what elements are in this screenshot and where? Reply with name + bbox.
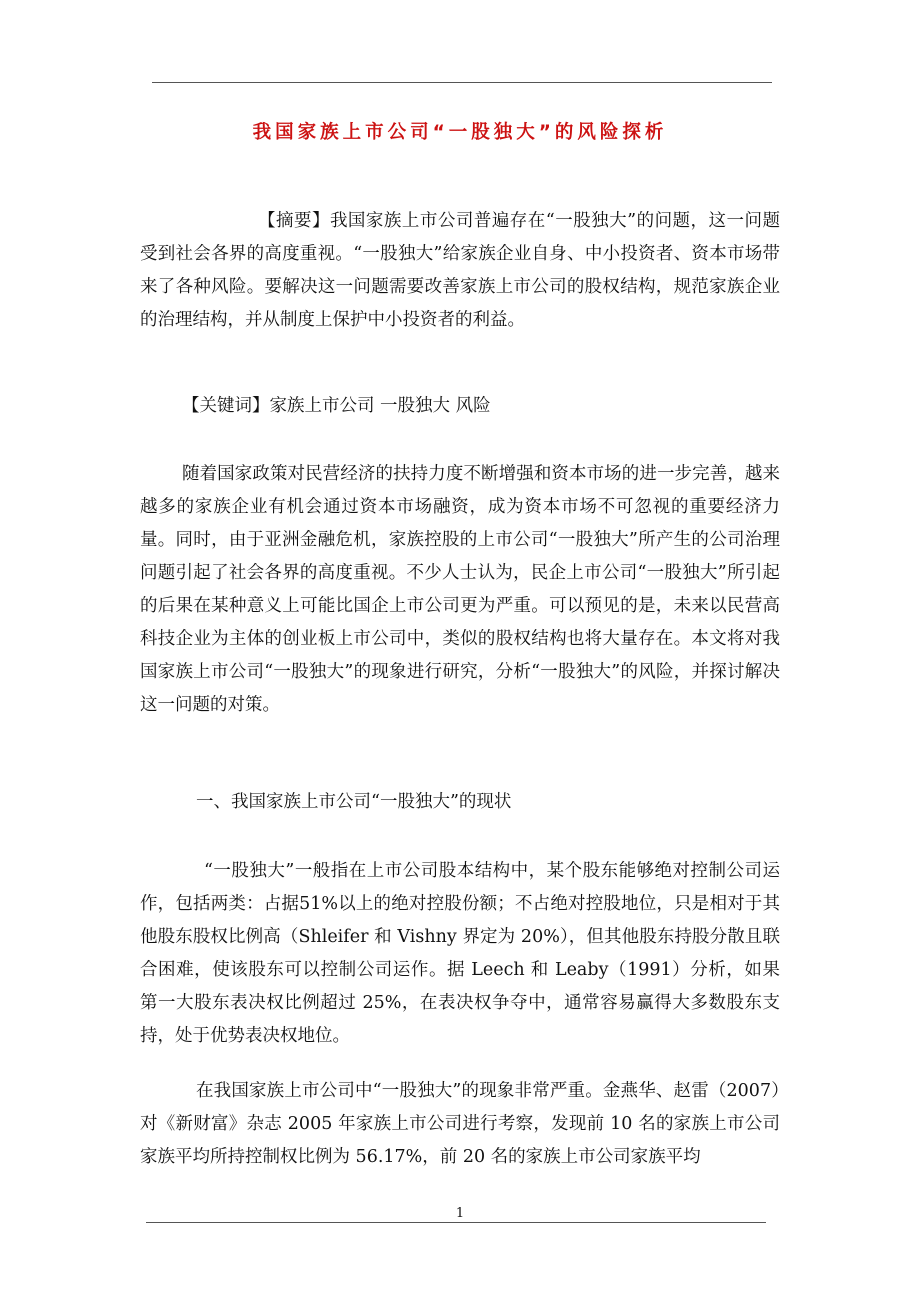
abstract-paragraph: 【摘要】我国家族上市公司普遍存在“一股独大”的问题，这一问题受到社会各界的高度重视。“一股独大”给家族企业自身、中小投资者、资本市场带来了各种风险。要解决这一问题需要改善家族上市公司的股权结构，规范家族企业的治理结构，并从制度上保护中小投资者的利益。 [140, 211, 780, 330]
document-title: 我国家族上市公司“一股独大”的风险探析 [252, 122, 668, 143]
section-heading: 一、我国家族上市公司“一股独大”的现状 [196, 792, 512, 812]
page-number: 1 [455, 1206, 465, 1221]
footer-rule [146, 1222, 766, 1223]
definition-paragraph: “一股独大”一般指在上市公司股本结构中，某个股东能够绝对控制公司运作，包括两类：占据51%以上的绝对控股份额；不占绝对控股地位，只是相对于其他股东股权比例高（Shleifer 和 Vishny 界定为 20%），但其他股东持股分散且联合困难，使该股东可以控制公司运作。据 Leech 和 Leaby（1991）分析，如果第一大股东表决权比例超过 25%，在表决权争夺中，通常容易赢得大多数股东支持，处于优势表决权地位。 [140, 861, 780, 1046]
intro-paragraph: 随着国家政策对民营经济的扶持力度不断增强和资本市场的进一步完善，越来越多的家族企业有机会通过资本市场融资，成为资本市场不可忽视的重要经济力量。同时，由于亚洲金融危机，家族控股的上市公司“一股独大”所产生的公司治理问题引起了社会各界的高度重视。不少人士认为，民企上市公司“一股独大”所引起的后果在某种意义上可能比国企上市公司更为严重。可以预见的是，未来以民营高科技企业为主体的创业板上市公司中，类似的股权结构也将大量存在。本文将对我国家族上市公司“一股独大”的现象进行研究，分析“一股独大”的风险，并探讨解决这一问题的对策。 [140, 464, 780, 715]
keywords-paragraph: 【关键词】家族上市公司 一股独大 风险 [182, 396, 491, 416]
status-paragraph: 在我国家族上市公司中“一股独大”的现象非常严重。金燕华、赵雷（2007）对《新财富》杂志 2005 年家族上市公司进行考察，发现前 10 名的家族上市公司家族平均所持控制权比例为 56.17%，前 20 名的家族上市公司家族平均 [140, 1081, 780, 1167]
header-rule [152, 82, 772, 83]
